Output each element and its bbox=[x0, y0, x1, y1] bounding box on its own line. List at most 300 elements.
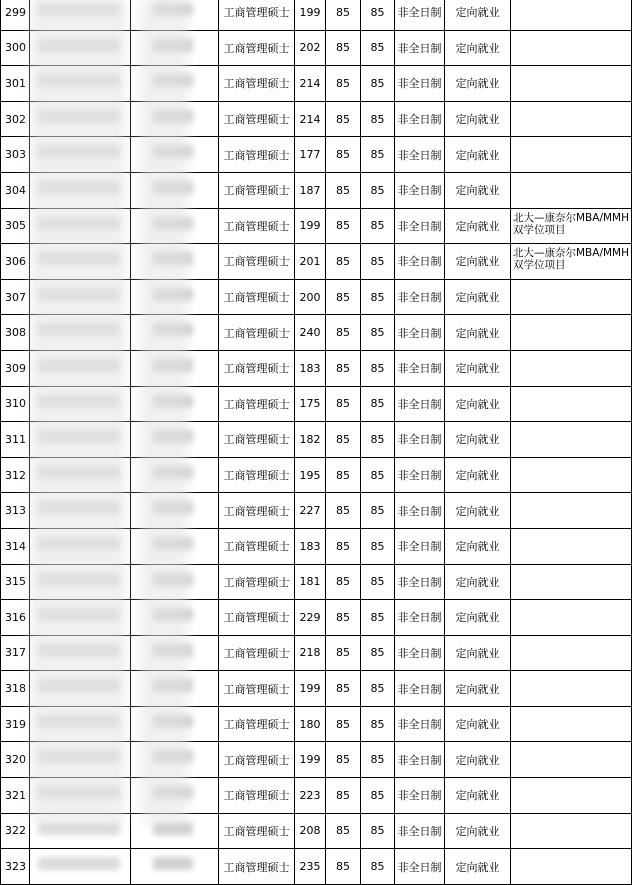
total-score-cell: 195 bbox=[295, 457, 326, 493]
employment-type-cell: 定向就业 bbox=[445, 849, 511, 885]
redaction-bar bbox=[153, 3, 193, 16]
redacted-name-cell bbox=[30, 101, 131, 137]
employment-type-cell: 定向就业 bbox=[445, 635, 511, 671]
redaction-bar bbox=[153, 537, 193, 550]
redaction-bar bbox=[38, 501, 120, 514]
redaction-bar bbox=[153, 822, 193, 835]
study-mode-cell: 非全日制 bbox=[395, 600, 445, 636]
total-score-cell: 183 bbox=[295, 528, 326, 564]
employment-type-cell: 定向就业 bbox=[445, 671, 511, 707]
study-mode-cell: 非全日制 bbox=[395, 849, 445, 885]
note-cell bbox=[511, 706, 632, 742]
redacted-name-cell bbox=[30, 30, 131, 66]
note-cell bbox=[511, 778, 632, 814]
redaction-bar bbox=[153, 715, 193, 728]
major-cell: 工商管理硕士 bbox=[219, 350, 295, 386]
line-score-2-cell: 85 bbox=[361, 66, 395, 102]
redaction-bar bbox=[153, 39, 193, 52]
employment-type-cell: 定向就业 bbox=[445, 493, 511, 529]
redacted-name-cell bbox=[30, 315, 131, 351]
redacted-name-cell bbox=[30, 600, 131, 636]
total-score-cell: 208 bbox=[295, 813, 326, 849]
study-mode-cell: 非全日制 bbox=[395, 244, 445, 280]
total-score-cell: 201 bbox=[295, 244, 326, 280]
table-row bbox=[1, 778, 632, 814]
redacted-id-cell bbox=[131, 422, 219, 458]
line-score-2-cell: 85 bbox=[361, 208, 395, 244]
redaction-bar bbox=[38, 181, 120, 194]
row-number-cell: 311 bbox=[1, 422, 30, 458]
redacted-id-cell bbox=[131, 457, 219, 493]
note-cell bbox=[511, 635, 632, 671]
note-cell bbox=[511, 172, 632, 208]
employment-type-cell: 定向就业 bbox=[445, 137, 511, 173]
note-cell bbox=[511, 350, 632, 386]
line-score-2-cell: 85 bbox=[361, 422, 395, 458]
redaction-bar bbox=[38, 644, 120, 657]
study-mode-cell: 非全日制 bbox=[395, 493, 445, 529]
line-score-2-cell: 85 bbox=[361, 386, 395, 422]
redaction-bar bbox=[153, 857, 193, 870]
redaction-bar bbox=[38, 39, 120, 52]
employment-type-cell: 定向就业 bbox=[445, 386, 511, 422]
redaction-bar bbox=[38, 573, 120, 586]
note-cell bbox=[511, 315, 632, 351]
line-score-1-cell: 85 bbox=[326, 101, 361, 137]
line-score-2-cell: 85 bbox=[361, 457, 395, 493]
line-score-2-cell: 85 bbox=[361, 0, 395, 30]
employment-type-cell: 定向就业 bbox=[445, 422, 511, 458]
line-score-2-cell: 85 bbox=[361, 315, 395, 351]
total-score-cell: 235 bbox=[295, 849, 326, 885]
study-mode-cell: 非全日制 bbox=[395, 208, 445, 244]
row-number-cell: 299 bbox=[1, 0, 30, 30]
employment-type-cell: 定向就业 bbox=[445, 528, 511, 564]
study-mode-cell: 非全日制 bbox=[395, 671, 445, 707]
redacted-name-cell bbox=[30, 564, 131, 600]
row-number-cell: 308 bbox=[1, 315, 30, 351]
row-number-cell: 301 bbox=[1, 66, 30, 102]
note-cell bbox=[511, 386, 632, 422]
total-score-cell: 229 bbox=[295, 600, 326, 636]
employment-type-cell: 定向就业 bbox=[445, 279, 511, 315]
line-score-2-cell: 85 bbox=[361, 350, 395, 386]
redacted-name-cell bbox=[30, 457, 131, 493]
row-number-cell: 304 bbox=[1, 172, 30, 208]
note-cell bbox=[511, 528, 632, 564]
redacted-name-cell bbox=[30, 172, 131, 208]
redaction-bar bbox=[38, 679, 120, 692]
table-row bbox=[1, 172, 632, 208]
redaction-bar bbox=[38, 288, 120, 301]
employment-type-cell: 定向就业 bbox=[445, 813, 511, 849]
redacted-name-cell bbox=[30, 0, 131, 30]
redacted-id-cell bbox=[131, 778, 219, 814]
table-row bbox=[1, 30, 632, 66]
redaction-bar bbox=[153, 430, 193, 443]
redaction-bar bbox=[38, 537, 120, 550]
study-mode-cell: 非全日制 bbox=[395, 279, 445, 315]
table-row bbox=[1, 137, 632, 173]
redaction-bar bbox=[153, 288, 193, 301]
redacted-id-cell bbox=[131, 706, 219, 742]
row-number-cell: 322 bbox=[1, 813, 30, 849]
redacted-id-cell bbox=[131, 172, 219, 208]
redaction-bar bbox=[153, 145, 193, 158]
major-cell: 工商管理硕士 bbox=[219, 849, 295, 885]
redacted-id-cell bbox=[131, 564, 219, 600]
line-score-2-cell: 85 bbox=[361, 493, 395, 529]
employment-type-cell: 定向就业 bbox=[445, 778, 511, 814]
study-mode-cell: 非全日制 bbox=[395, 635, 445, 671]
redacted-id-cell bbox=[131, 350, 219, 386]
employment-type-cell: 定向就业 bbox=[445, 208, 511, 244]
redaction-bar bbox=[38, 786, 120, 799]
major-cell: 工商管理硕士 bbox=[219, 813, 295, 849]
redaction-bar bbox=[38, 323, 120, 336]
redacted-id-cell bbox=[131, 635, 219, 671]
table-row bbox=[1, 101, 632, 137]
note-cell: 北大—康奈尔MBA/MMH双学位项目 bbox=[511, 244, 632, 280]
major-cell: 工商管理硕士 bbox=[219, 101, 295, 137]
line-score-1-cell: 85 bbox=[326, 493, 361, 529]
redacted-name-cell bbox=[30, 493, 131, 529]
line-score-1-cell: 85 bbox=[326, 137, 361, 173]
total-score-cell: 182 bbox=[295, 422, 326, 458]
row-number-cell: 315 bbox=[1, 564, 30, 600]
row-number-cell: 303 bbox=[1, 137, 30, 173]
study-mode-cell: 非全日制 bbox=[395, 706, 445, 742]
table-row bbox=[1, 457, 632, 493]
line-score-2-cell: 85 bbox=[361, 849, 395, 885]
redacted-name-cell bbox=[30, 849, 131, 885]
line-score-1-cell: 85 bbox=[326, 208, 361, 244]
redaction-bar bbox=[38, 608, 120, 621]
redaction-bar bbox=[38, 252, 120, 265]
redacted-name-cell bbox=[30, 422, 131, 458]
line-score-2-cell: 85 bbox=[361, 564, 395, 600]
redaction-bar bbox=[38, 395, 120, 408]
table-row bbox=[1, 208, 632, 244]
redaction-bar bbox=[153, 786, 193, 799]
major-cell: 工商管理硕士 bbox=[219, 493, 295, 529]
redaction-bar bbox=[153, 644, 193, 657]
table-row bbox=[1, 849, 632, 885]
redacted-name-cell bbox=[30, 635, 131, 671]
redacted-id-cell bbox=[131, 600, 219, 636]
employment-type-cell: 定向就业 bbox=[445, 30, 511, 66]
redaction-bar bbox=[38, 466, 120, 479]
redaction-bar bbox=[153, 501, 193, 514]
total-score-cell: 180 bbox=[295, 706, 326, 742]
major-cell: 工商管理硕士 bbox=[219, 386, 295, 422]
major-cell: 工商管理硕士 bbox=[219, 315, 295, 351]
major-cell: 工商管理硕士 bbox=[219, 66, 295, 102]
redaction-bar bbox=[153, 252, 193, 265]
total-score-cell: 240 bbox=[295, 315, 326, 351]
redaction-bar bbox=[153, 573, 193, 586]
table-row bbox=[1, 600, 632, 636]
line-score-1-cell: 85 bbox=[326, 386, 361, 422]
note-cell bbox=[511, 671, 632, 707]
employment-type-cell: 定向就业 bbox=[445, 66, 511, 102]
table-row bbox=[1, 706, 632, 742]
line-score-1-cell: 85 bbox=[326, 350, 361, 386]
redacted-id-cell bbox=[131, 137, 219, 173]
redacted-id-cell bbox=[131, 30, 219, 66]
line-score-2-cell: 85 bbox=[361, 137, 395, 173]
redaction-bar bbox=[153, 110, 193, 123]
note-cell bbox=[511, 564, 632, 600]
redacted-id-cell bbox=[131, 279, 219, 315]
redacted-id-cell bbox=[131, 208, 219, 244]
total-score-cell: 177 bbox=[295, 137, 326, 173]
total-score-cell: 214 bbox=[295, 66, 326, 102]
study-mode-cell: 非全日制 bbox=[395, 457, 445, 493]
redaction-bar bbox=[38, 430, 120, 443]
line-score-1-cell: 85 bbox=[326, 706, 361, 742]
redaction-bar bbox=[153, 395, 193, 408]
line-score-2-cell: 85 bbox=[361, 778, 395, 814]
line-score-2-cell: 85 bbox=[361, 101, 395, 137]
total-score-cell: 200 bbox=[295, 279, 326, 315]
table-row bbox=[1, 671, 632, 707]
line-score-1-cell: 85 bbox=[326, 742, 361, 778]
redacted-name-cell bbox=[30, 742, 131, 778]
row-number-cell: 317 bbox=[1, 635, 30, 671]
employment-type-cell: 定向就业 bbox=[445, 350, 511, 386]
major-cell: 工商管理硕士 bbox=[219, 564, 295, 600]
note-cell bbox=[511, 422, 632, 458]
study-mode-cell: 非全日制 bbox=[395, 778, 445, 814]
redaction-bar bbox=[38, 715, 120, 728]
table-row bbox=[1, 386, 632, 422]
redaction-bar bbox=[153, 359, 193, 372]
line-score-1-cell: 85 bbox=[326, 422, 361, 458]
line-score-1-cell: 85 bbox=[326, 813, 361, 849]
study-mode-cell: 非全日制 bbox=[395, 30, 445, 66]
study-mode-cell: 非全日制 bbox=[395, 350, 445, 386]
row-number-cell: 313 bbox=[1, 493, 30, 529]
note-cell bbox=[511, 457, 632, 493]
total-score-cell: 199 bbox=[295, 671, 326, 707]
total-score-cell: 218 bbox=[295, 635, 326, 671]
employment-type-cell: 定向就业 bbox=[445, 244, 511, 280]
redacted-name-cell bbox=[30, 706, 131, 742]
note-cell bbox=[511, 66, 632, 102]
redacted-id-cell bbox=[131, 742, 219, 778]
redacted-name-cell bbox=[30, 279, 131, 315]
redaction-bar bbox=[38, 110, 120, 123]
redacted-id-cell bbox=[131, 244, 219, 280]
row-number-cell: 321 bbox=[1, 778, 30, 814]
major-cell: 工商管理硕士 bbox=[219, 671, 295, 707]
employment-type-cell: 定向就业 bbox=[445, 706, 511, 742]
total-score-cell: 187 bbox=[295, 172, 326, 208]
redacted-id-cell bbox=[131, 813, 219, 849]
table-row bbox=[1, 635, 632, 671]
redaction-bar bbox=[153, 679, 193, 692]
row-number-cell: 318 bbox=[1, 671, 30, 707]
line-score-1-cell: 85 bbox=[326, 778, 361, 814]
line-score-2-cell: 85 bbox=[361, 172, 395, 208]
total-score-cell: 199 bbox=[295, 0, 326, 30]
table-row bbox=[1, 350, 632, 386]
redacted-name-cell bbox=[30, 350, 131, 386]
redacted-name-cell bbox=[30, 208, 131, 244]
major-cell: 工商管理硕士 bbox=[219, 30, 295, 66]
note-cell bbox=[511, 30, 632, 66]
line-score-1-cell: 85 bbox=[326, 600, 361, 636]
redaction-bar bbox=[153, 181, 193, 194]
line-score-1-cell: 85 bbox=[326, 66, 361, 102]
major-cell: 工商管理硕士 bbox=[219, 600, 295, 636]
line-score-2-cell: 85 bbox=[361, 742, 395, 778]
redaction-bar bbox=[153, 608, 193, 621]
note-cell bbox=[511, 101, 632, 137]
redaction-bar bbox=[38, 74, 120, 87]
study-mode-cell: 非全日制 bbox=[395, 66, 445, 102]
line-score-2-cell: 85 bbox=[361, 671, 395, 707]
employment-type-cell: 定向就业 bbox=[445, 564, 511, 600]
study-mode-cell: 非全日制 bbox=[395, 0, 445, 30]
major-cell: 工商管理硕士 bbox=[219, 0, 295, 30]
line-score-1-cell: 85 bbox=[326, 244, 361, 280]
row-number-cell: 320 bbox=[1, 742, 30, 778]
redacted-id-cell bbox=[131, 315, 219, 351]
line-score-2-cell: 85 bbox=[361, 600, 395, 636]
redacted-id-cell bbox=[131, 528, 219, 564]
redaction-bar bbox=[38, 857, 120, 870]
total-score-cell: 223 bbox=[295, 778, 326, 814]
redaction-bar bbox=[38, 822, 120, 835]
note-cell bbox=[511, 279, 632, 315]
employment-type-cell: 定向就业 bbox=[445, 101, 511, 137]
total-score-cell: 227 bbox=[295, 493, 326, 529]
line-score-1-cell: 85 bbox=[326, 315, 361, 351]
study-mode-cell: 非全日制 bbox=[395, 172, 445, 208]
line-score-1-cell: 85 bbox=[326, 635, 361, 671]
redaction-bar bbox=[153, 466, 193, 479]
note-cell bbox=[511, 600, 632, 636]
redacted-name-cell bbox=[30, 244, 131, 280]
table-row bbox=[1, 315, 632, 351]
redacted-name-cell bbox=[30, 778, 131, 814]
employment-type-cell: 定向就业 bbox=[445, 172, 511, 208]
note-cell bbox=[511, 137, 632, 173]
line-score-2-cell: 85 bbox=[361, 635, 395, 671]
table-row bbox=[1, 422, 632, 458]
redacted-name-cell bbox=[30, 386, 131, 422]
redaction-bar bbox=[38, 217, 120, 230]
note-cell bbox=[511, 849, 632, 885]
row-number-cell: 307 bbox=[1, 279, 30, 315]
row-number-cell: 300 bbox=[1, 30, 30, 66]
major-cell: 工商管理硕士 bbox=[219, 528, 295, 564]
total-score-cell: 181 bbox=[295, 564, 326, 600]
note-cell: 北大—康奈尔MBA/MMH双学位项目 bbox=[511, 208, 632, 244]
line-score-1-cell: 85 bbox=[326, 279, 361, 315]
table-row bbox=[1, 244, 632, 280]
total-score-cell: 199 bbox=[295, 208, 326, 244]
employment-type-cell: 定向就业 bbox=[445, 457, 511, 493]
major-cell: 工商管理硕士 bbox=[219, 706, 295, 742]
study-mode-cell: 非全日制 bbox=[395, 315, 445, 351]
study-mode-cell: 非全日制 bbox=[395, 386, 445, 422]
note-cell bbox=[511, 0, 632, 30]
redaction-bar bbox=[38, 750, 120, 763]
line-score-1-cell: 85 bbox=[326, 671, 361, 707]
total-score-cell: 214 bbox=[295, 101, 326, 137]
line-score-2-cell: 85 bbox=[361, 30, 395, 66]
row-number-cell: 323 bbox=[1, 849, 30, 885]
table-row bbox=[1, 742, 632, 778]
total-score-cell: 199 bbox=[295, 742, 326, 778]
note-cell bbox=[511, 813, 632, 849]
major-cell: 工商管理硕士 bbox=[219, 244, 295, 280]
line-score-1-cell: 85 bbox=[326, 849, 361, 885]
major-cell: 工商管理硕士 bbox=[219, 457, 295, 493]
table-row bbox=[1, 564, 632, 600]
employment-type-cell: 定向就业 bbox=[445, 742, 511, 778]
redaction-bar bbox=[153, 74, 193, 87]
redaction-bar bbox=[153, 217, 193, 230]
major-cell: 工商管理硕士 bbox=[219, 172, 295, 208]
study-mode-cell: 非全日制 bbox=[395, 564, 445, 600]
table-row bbox=[1, 493, 632, 529]
table-row bbox=[1, 528, 632, 564]
major-cell: 工商管理硕士 bbox=[219, 742, 295, 778]
redacted-name-cell bbox=[30, 671, 131, 707]
row-number-cell: 316 bbox=[1, 600, 30, 636]
redaction-bar bbox=[38, 3, 120, 16]
total-score-cell: 175 bbox=[295, 386, 326, 422]
row-number-cell: 309 bbox=[1, 350, 30, 386]
redacted-name-cell bbox=[30, 813, 131, 849]
line-score-2-cell: 85 bbox=[361, 528, 395, 564]
employment-type-cell: 定向就业 bbox=[445, 600, 511, 636]
line-score-1-cell: 85 bbox=[326, 30, 361, 66]
study-mode-cell: 非全日制 bbox=[395, 528, 445, 564]
row-number-cell: 305 bbox=[1, 208, 30, 244]
redaction-bar bbox=[38, 359, 120, 372]
line-score-1-cell: 85 bbox=[326, 457, 361, 493]
row-number-cell: 302 bbox=[1, 101, 30, 137]
redaction-bar bbox=[38, 145, 120, 158]
table-row bbox=[1, 0, 632, 30]
note-cell bbox=[511, 493, 632, 529]
redaction-bar bbox=[153, 323, 193, 336]
table-row bbox=[1, 66, 632, 102]
major-cell: 工商管理硕士 bbox=[219, 422, 295, 458]
major-cell: 工商管理硕士 bbox=[219, 137, 295, 173]
redacted-name-cell bbox=[30, 66, 131, 102]
line-score-1-cell: 85 bbox=[326, 0, 361, 30]
redacted-id-cell bbox=[131, 66, 219, 102]
study-mode-cell: 非全日制 bbox=[395, 813, 445, 849]
row-number-cell: 306 bbox=[1, 244, 30, 280]
major-cell: 工商管理硕士 bbox=[219, 208, 295, 244]
major-cell: 工商管理硕士 bbox=[219, 778, 295, 814]
study-mode-cell: 非全日制 bbox=[395, 137, 445, 173]
row-number-cell: 314 bbox=[1, 528, 30, 564]
study-mode-cell: 非全日制 bbox=[395, 422, 445, 458]
line-score-2-cell: 85 bbox=[361, 279, 395, 315]
redacted-id-cell bbox=[131, 671, 219, 707]
total-score-cell: 183 bbox=[295, 350, 326, 386]
redacted-id-cell bbox=[131, 493, 219, 529]
redacted-id-cell bbox=[131, 0, 219, 30]
